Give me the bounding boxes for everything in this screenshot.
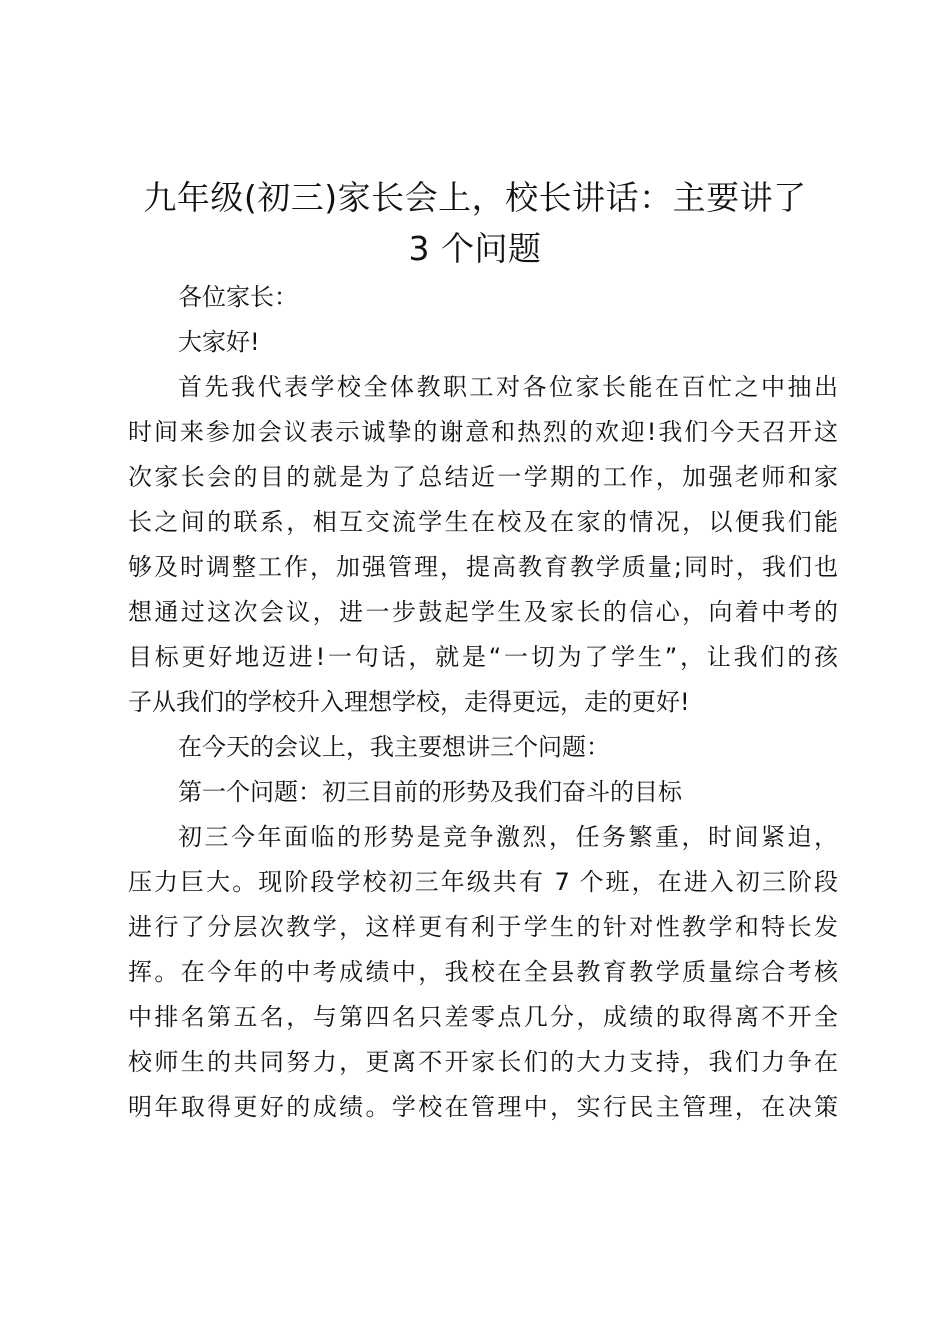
text-line: 想通过这次会议，进一步鼓起学生及家长的信心，向着中考的 — [128, 598, 838, 626]
text-line: 大家好! — [178, 328, 260, 356]
title-line-1: 九年级(初三)家长会上，校长讲话：主要讲了 — [143, 178, 807, 217]
greeting-paragraph — [128, 320, 838, 365]
text-line: 在今天的会议上，我主要想讲三个问题： — [178, 733, 610, 761]
document-body — [128, 275, 838, 1130]
opening-paragraph — [128, 365, 838, 725]
section-heading-paragraph — [128, 770, 838, 815]
title-line-2: 3 个问题 — [408, 229, 542, 268]
text-line: 子从我们的学校升入理想学校，走得更远，走的更好! — [128, 688, 690, 716]
text-line: 中排名第五名，与第四名只差零点几分，成绩的取得离不开全 — [128, 1003, 838, 1031]
text-line: 进行了分层次教学，这样更有利于学生的针对性教学和特长发 — [128, 913, 838, 941]
text-line: 时间来参加会议表示诚挚的谢意和热烈的欢迎!我们今天召开这 — [128, 418, 838, 446]
text-line: 压力巨大。现阶段学校初三年级共有 7 个班，在进入初三阶段 — [128, 868, 838, 896]
salutation-paragraph — [128, 275, 838, 320]
text-line: 各位家长： — [178, 283, 298, 311]
text-line: 目标更好地迈进!一句话，就是“一切为了学生”，让我们的孩 — [128, 643, 838, 671]
text-line: 明年取得更好的成绩。学校在管理中，实行民主管理，在决策 — [128, 1093, 838, 1121]
text-line: 次家长会的目的就是为了总结近一学期的工作，加强老师和家 — [128, 463, 838, 491]
text-line: 挥。在今年的中考成绩中，我校在全县教育教学质量综合考核 — [128, 958, 838, 986]
text-line: 长之间的联系，相互交流学生在校及在家的情况，以便我们能 — [128, 508, 838, 536]
text-line: 初三今年面临的形势是竞争激烈，任务繁重，时间紧迫， — [178, 823, 838, 851]
situation-paragraph — [128, 815, 838, 1130]
text-line: 首先我代表学校全体教职工对各位家长能在百忙之中抽出 — [178, 373, 838, 401]
text-line: 第一个问题：初三目前的形势及我们奋斗的目标 — [178, 778, 682, 806]
text-line: 校师生的共同努力，更离不开家长们的大力支持，我们力争在 — [128, 1048, 838, 1076]
agenda-intro-paragraph — [128, 725, 838, 770]
document-title — [120, 172, 830, 274]
text-line: 够及时调整工作，加强管理，提高教育教学质量;同时，我们也 — [128, 553, 838, 581]
